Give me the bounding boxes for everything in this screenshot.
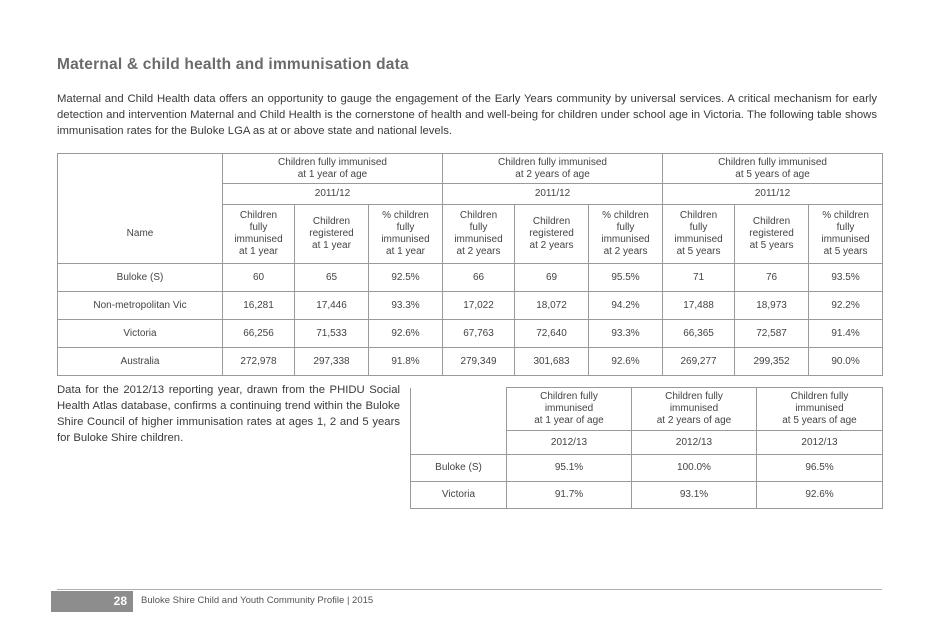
table-cell: 93.3% bbox=[589, 320, 663, 348]
row-name: Victoria bbox=[411, 482, 507, 509]
table-cell: 65 bbox=[295, 264, 369, 292]
table-cell: 92.6% bbox=[757, 482, 883, 509]
column-header: % children fully immunised at 2 years bbox=[589, 205, 663, 264]
table-cell: 95.5% bbox=[589, 264, 663, 292]
table-cell: 95.1% bbox=[507, 455, 632, 482]
table-cell: 93.3% bbox=[369, 292, 443, 320]
group-header: Children fully immunised at 1 year of age bbox=[507, 388, 632, 431]
column-header: Children fully immunised at 5 years bbox=[663, 205, 735, 264]
table-row bbox=[411, 455, 883, 482]
corner-cell bbox=[411, 431, 507, 455]
reporting-paragraph: Data for the 2012/13 reporting year, drawn from the PHIDU Social Health Atlas database, confirms a continuing trend within the Buloke Shire Council of higher immunisation rates at ages 1, 2 and 5 years for Buloke Shire children. bbox=[57, 384, 400, 444]
row-name: Buloke (S) bbox=[58, 264, 223, 292]
table-cell: 69 bbox=[515, 264, 589, 292]
column-header: Children registered at 1 year bbox=[295, 205, 369, 264]
table-cell: 76 bbox=[735, 264, 809, 292]
group-header: Children fully immunised at 2 years of age bbox=[632, 388, 757, 431]
table-cell: 18,973 bbox=[735, 292, 809, 320]
year-header: 2012/13 bbox=[757, 431, 883, 455]
table-cell: 272,978 bbox=[223, 348, 295, 376]
table-cell: 301,683 bbox=[515, 348, 589, 376]
table-cell: 60 bbox=[223, 264, 295, 292]
table-row bbox=[411, 482, 883, 509]
footer-text: Buloke Shire Child and Youth Community Profile | 2015 bbox=[141, 595, 374, 606]
column-header: % children fully immunised at 5 years bbox=[809, 205, 883, 264]
table-cell: 72,587 bbox=[735, 320, 809, 348]
year-header: 2012/13 bbox=[632, 431, 757, 455]
year-header: 2011/12 bbox=[443, 184, 663, 205]
corner-cell bbox=[411, 388, 507, 431]
page-number: 28 bbox=[51, 591, 133, 612]
column-header: Children fully immunised at 2 years bbox=[443, 205, 515, 264]
table-cell: 100.0% bbox=[632, 455, 757, 482]
row-name: Victoria bbox=[58, 320, 223, 348]
table-cell: 90.0% bbox=[809, 348, 883, 376]
table-row bbox=[58, 292, 883, 320]
table-cell: 18,072 bbox=[515, 292, 589, 320]
table-cell: 67,763 bbox=[443, 320, 515, 348]
column-header: % children fully immunised at 1 year bbox=[369, 205, 443, 264]
section-heading: Maternal & child health and immunisation data bbox=[57, 56, 409, 73]
table-cell: 299,352 bbox=[735, 348, 809, 376]
table-cell: 72,640 bbox=[515, 320, 589, 348]
table-cell: 91.4% bbox=[809, 320, 883, 348]
column-header: Children fully immunised at 1 year bbox=[223, 205, 295, 264]
table-row bbox=[58, 264, 883, 292]
group-header: Children fully immunised at 5 years of age bbox=[757, 388, 883, 431]
table-row bbox=[58, 348, 883, 376]
row-name: Australia bbox=[58, 348, 223, 376]
table-cell: 91.7% bbox=[507, 482, 632, 509]
table-cell: 17,446 bbox=[295, 292, 369, 320]
table-cell: 93.1% bbox=[632, 482, 757, 509]
table-cell: 71 bbox=[663, 264, 735, 292]
group-header: Children fully immunised at 2 years of age bbox=[443, 154, 663, 184]
table-cell: 92.6% bbox=[369, 320, 443, 348]
group-header: Children fully immunised at 5 years of age bbox=[663, 154, 883, 184]
table-cell: 96.5% bbox=[757, 455, 883, 482]
year-header: 2011/12 bbox=[663, 184, 883, 205]
table-cell: 297,338 bbox=[295, 348, 369, 376]
table-cell: 66 bbox=[443, 264, 515, 292]
table-cell: 16,281 bbox=[223, 292, 295, 320]
table-cell: 269,277 bbox=[663, 348, 735, 376]
intro-paragraph: Maternal and Child Health data offers an opportunity to gauge the engagement of the Early Years community by universal services. A critical mechanism for early detection and intervention Maternal and Child Health is the cornerstone of health and well-being for children under school age in Victoria. The following table shows immunisation rates for the Buloke LGA as at or above state and national levels. bbox=[57, 93, 877, 137]
table-cell: 92.2% bbox=[809, 292, 883, 320]
immunisation-table-2011-12 bbox=[57, 153, 883, 376]
table-cell: 71,533 bbox=[295, 320, 369, 348]
table-cell: 66,256 bbox=[223, 320, 295, 348]
name-header: Name bbox=[58, 205, 223, 264]
row-name: Buloke (S) bbox=[411, 455, 507, 482]
table-cell: 94.2% bbox=[589, 292, 663, 320]
table-cell: 92.5% bbox=[369, 264, 443, 292]
table-row bbox=[58, 320, 883, 348]
table-cell: 17,488 bbox=[663, 292, 735, 320]
table-cell: 91.8% bbox=[369, 348, 443, 376]
group-header: Children fully immunised at 1 year of age bbox=[223, 154, 443, 184]
footer-divider bbox=[57, 589, 882, 590]
corner-cell bbox=[58, 184, 223, 205]
table-cell: 279,349 bbox=[443, 348, 515, 376]
table-cell: 93.5% bbox=[809, 264, 883, 292]
immunisation-table-2012-13 bbox=[410, 387, 883, 509]
column-header: Children registered at 2 years bbox=[515, 205, 589, 264]
corner-cell bbox=[58, 154, 223, 184]
year-header: 2011/12 bbox=[223, 184, 443, 205]
row-name: Non-metropolitan Vic bbox=[58, 292, 223, 320]
table-cell: 66,365 bbox=[663, 320, 735, 348]
column-header: Children registered at 5 years bbox=[735, 205, 809, 264]
table-cell: 17,022 bbox=[443, 292, 515, 320]
table-cell: 92.6% bbox=[589, 348, 663, 376]
year-header: 2012/13 bbox=[507, 431, 632, 455]
